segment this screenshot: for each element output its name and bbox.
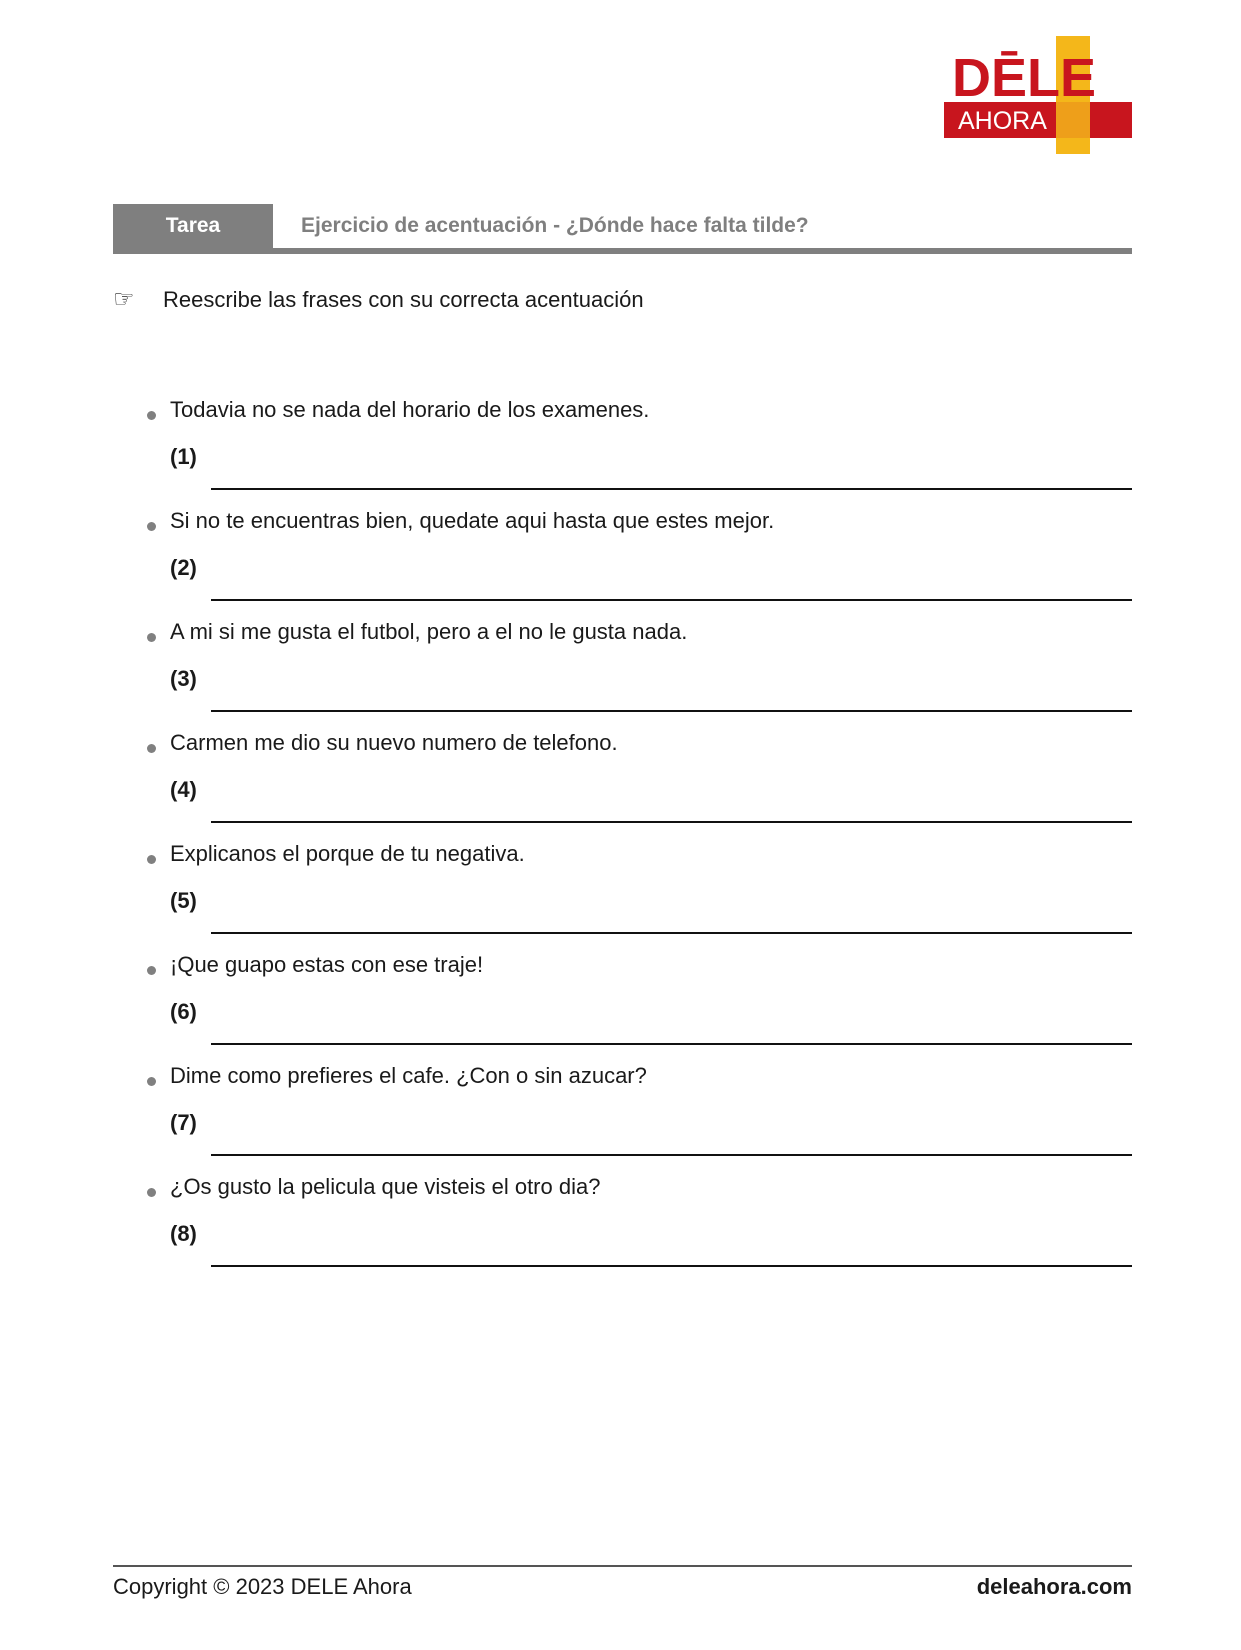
answer-number: (3) (170, 666, 197, 691)
answer-field[interactable] (211, 1134, 1132, 1156)
answer-field[interactable] (211, 579, 1132, 601)
answer-number: (2) (170, 555, 197, 580)
task-header (113, 204, 1132, 254)
bullet (147, 411, 156, 420)
svg-text:DĒLE: DĒLE (952, 48, 1097, 108)
answer-number: (5) (170, 888, 197, 913)
bullet (147, 633, 156, 642)
sentence: Todavia no se nada del horario de los examenes. (170, 397, 650, 422)
bullet (147, 855, 156, 864)
list-item (145, 1063, 1132, 1176)
list-item (145, 508, 1132, 621)
answer-number: (4) (170, 777, 197, 802)
svg-text:AHORA: AHORA (958, 107, 1047, 135)
sentence: Dime como prefieres el cafe. ¿Con o sin azucar? (170, 1063, 647, 1088)
bullet (147, 1188, 156, 1197)
task-title: Ejercicio de acentuación - ¿Dónde hace falta tilde? (301, 214, 809, 237)
bullet (147, 744, 156, 753)
instruction (113, 282, 644, 318)
sentence: ¡Que guapo estas con ese traje! (170, 952, 484, 977)
site-link[interactable]: deleahora.com (976, 1574, 1132, 1599)
sentence: Explicanos el porque de tu negativa. (170, 841, 525, 866)
task-tag: Tarea (113, 204, 273, 248)
answer-number: (7) (170, 1110, 197, 1135)
answer-field[interactable] (211, 468, 1132, 490)
pointing-hand-icon: ☞ (113, 286, 135, 313)
list-item (145, 1174, 1132, 1287)
answer-number: (6) (170, 999, 197, 1024)
bullet (147, 1077, 156, 1086)
bullet (147, 966, 156, 975)
sentence: Si no te encuentras bien, quedate aqui hasta que estes mejor. (170, 508, 775, 533)
instruction-text: Reescribe las frases con su correcta acentuación (163, 287, 644, 312)
answer-field[interactable] (211, 1245, 1132, 1267)
list-item (145, 952, 1132, 1065)
list-item (145, 397, 1132, 510)
answer-field[interactable] (211, 801, 1132, 823)
list-item (145, 619, 1132, 732)
answer-field[interactable] (211, 690, 1132, 712)
sentence: A mi si me gusta el futbol, pero a el no le gusta nada. (170, 619, 688, 644)
list-item (145, 841, 1132, 954)
header-divider (113, 248, 1132, 254)
answer-field[interactable] (211, 912, 1132, 934)
answer-field[interactable] (211, 1023, 1132, 1045)
sentence: ¿Os gusto la pelicula que visteis el otro dia? (170, 1174, 601, 1199)
sentence: Carmen me dio su nuevo numero de telefono. (170, 730, 618, 755)
list-item (145, 730, 1132, 843)
answer-number: (1) (170, 444, 197, 469)
dele-ahora-logo (944, 36, 1132, 156)
copyright-text: Copyright © 2023 DELE Ahora (113, 1574, 412, 1599)
bullet (147, 522, 156, 531)
footer-divider (113, 1565, 1132, 1567)
answer-number: (8) (170, 1221, 197, 1246)
